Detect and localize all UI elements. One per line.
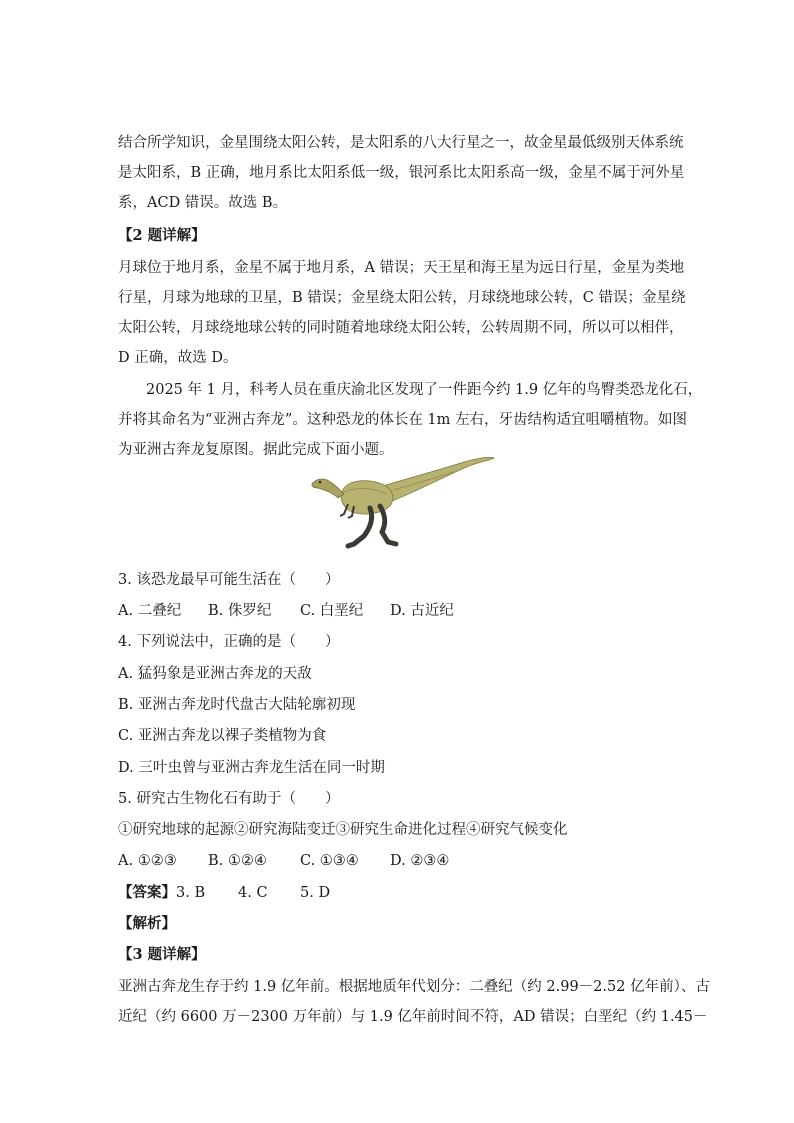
q4-stem: 4. 下列说法中，正确的是（ ） xyxy=(118,634,340,650)
q5-statements: ①研究地球的起源②研究海陆变迁③研究生命进化过程④研究气候变化 xyxy=(118,822,568,838)
answer-line xyxy=(118,883,330,903)
q4-option-d: D. 三叶虫曾与亚洲古奔龙生活在同一时期 xyxy=(118,760,385,776)
q3-option-b: B. 侏罗纪 xyxy=(208,603,272,619)
para2-line2: 行星，月球为地球的卫星，B 错误；金星绕太阳公转，月球绕地球公转，C 错误；金星绕 xyxy=(118,290,686,306)
para2-line1: 月球位于地月系，金星不属于地月系，A 错误；天王星和海王星为远日行星，金星为类地 xyxy=(118,260,685,276)
q2-detail-header: 【2 题详解】 xyxy=(118,227,206,244)
intro-line1: 2025 年 1 月，科考人员在重庆渝北区发现了一件距今约 1.9 亿年的鸟臀类恐龙化石， xyxy=(146,382,703,398)
para1-line1: 结合所学知识，金星围绕太阳公转，是太阳系的八大行星之一，故金星最低级别天体系统 xyxy=(118,135,684,151)
answer-3: 3. B xyxy=(176,885,206,901)
q4-option-a: A. 猛犸象是亚洲古奔龙的天敌 xyxy=(118,666,312,682)
intro-line2: 并将其命名为“亚洲古奔龙”。这种恐龙的体长在 1m 左右，牙齿结构适宜咀嚼植物。如图 xyxy=(118,412,688,428)
q3-option-a: A. 二叠纪 xyxy=(118,603,182,619)
answer-4: 4. C xyxy=(238,885,268,901)
intro-line3: 为亚洲古奔龙复原图。据此完成下面小题。 xyxy=(118,442,394,458)
answer-5: 5. D xyxy=(300,885,331,901)
q4-option-b: B. 亚洲古奔龙时代盘古大陆轮廓初现 xyxy=(118,697,356,713)
q5-option-a: A. ①②③ xyxy=(118,853,177,869)
q5-stem: 5. 研究古生物化石有助于（ ） xyxy=(118,791,340,807)
para1-line3: 系，ACD 错误。故选 B。 xyxy=(118,195,288,211)
q5-option-d: D. ②③④ xyxy=(390,853,450,869)
para3-line2: 近纪（约 6600 万－2300 万年前）与 1.9 亿年前时间不符，AD 错误；白垩纪（约 1.45－ xyxy=(118,1009,708,1025)
q5-option-c: C. ①③④ xyxy=(300,853,359,869)
analysis-label: 【解析】 xyxy=(118,915,176,932)
q5-option-b: B. ①②④ xyxy=(208,853,267,869)
para2-line4: D 正确，故选 D。 xyxy=(118,350,238,366)
q5-options xyxy=(118,851,449,871)
q3-option-d: D. 古近纪 xyxy=(390,603,454,619)
q3-option-c: C. 白垩纪 xyxy=(300,603,364,619)
q4-option-c: C. 亚洲古奔龙以裸子类植物为食 xyxy=(118,728,327,744)
para3-line1: 亚洲古奔龙生存于约 1.9 亿年前。根据地质年代划分：二叠纪（约 2.99－2.52 亿年前）、古 xyxy=(118,979,710,995)
dinosaur-illustration xyxy=(304,448,500,552)
q3-options xyxy=(118,601,454,621)
q3-stem: 3. 该恐龙最早可能生活在（ ） xyxy=(118,572,340,588)
dinosaur-icon xyxy=(304,448,500,552)
answer-label: 【答案】 xyxy=(118,884,176,901)
para2-line3: 太阳公转，月球绕地球公转的同时随着地球绕太阳公转，公转周期不同，所以可以相伴， xyxy=(118,320,684,336)
para1-line2: 是太阳系，B 正确，地月系比太阳系低一级，银河系比太阳系高一级，金星不属于河外星 xyxy=(118,165,685,181)
q3-detail-header: 【3 题详解】 xyxy=(118,946,206,963)
